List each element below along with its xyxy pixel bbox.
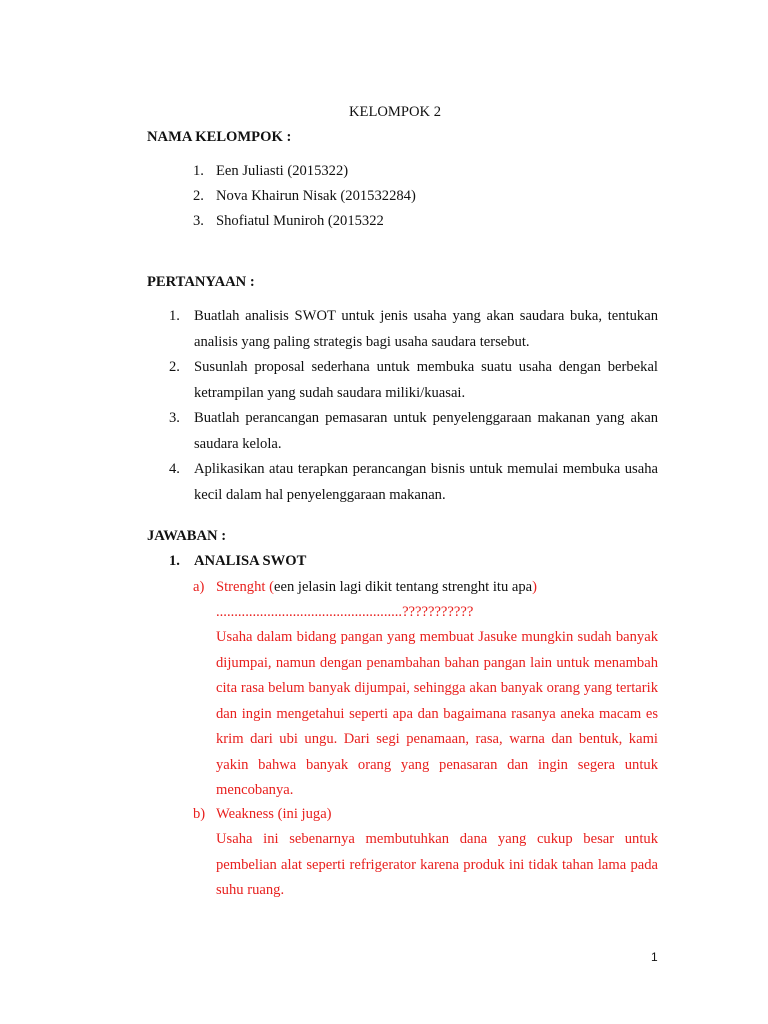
- strength-label-line: [216, 579, 537, 596]
- strength-dots: ...................................................???????????: [216, 604, 474, 620]
- question-number: 1.: [169, 308, 180, 324]
- strength-label: Strenght: [216, 579, 266, 595]
- question-text: Buatlah perancangan pemasaran untuk penyelenggaraan makanan yang akan saudara kelola.: [194, 410, 658, 452]
- question-text: Aplikasikan atau terapkan perancangan bisnis untuk memulai membuka usaha kecil dalam hal penyelenggaraan makanan.: [194, 461, 658, 503]
- page-number: 1: [651, 950, 658, 964]
- question-text: Buatlah analisis SWOT untuk jenis usaha yang akan saudara buka, tentukan analisis yang paling strategis bagi usaha saudara tersebut.: [194, 308, 658, 350]
- strength-body: Usaha dalam bidang pangan yang membuat Jasuke mungkin sudah banyak dijumpai, namun dengan penambahan bahan pangan lain untuk menambah cita rasa belum banyak dijumpai, sehingga akan banyak orang yang tertarik dan ingin mengetahui seperti apa dan bagaimana rasanya aneka macam es krim dari ubi ungu. Dari segi penamaan, rasa, warna dan bentuk, kami yakin bahwa banyak orang yang penasaran dan ingin segera untuk mencobanya.: [216, 629, 658, 798]
- question-text: Susunlah proposal sederhana untuk membuka suatu usaha dengan berbekal ketrampilan yang sudah saudara miliki/kuasai.: [194, 359, 658, 401]
- member-name: Een Juliasti (2015322): [216, 163, 349, 179]
- member-number: 1.: [193, 163, 204, 179]
- member-name: Nova Khairun Nisak (201532284): [216, 188, 416, 204]
- strength-close-paren: ): [532, 579, 538, 595]
- question-number: 4.: [169, 461, 180, 477]
- strength-open-paren: (: [269, 579, 274, 595]
- document-title: KELOMPOK 2: [349, 104, 442, 120]
- swot-heading: ANALISA SWOT: [194, 553, 307, 569]
- question-number: 2.: [169, 359, 180, 375]
- group-heading: NAMA KELOMPOK :: [147, 129, 292, 145]
- strength-letter: a): [193, 579, 205, 595]
- weakness-body: Usaha ini sebenarnya membutuhkan dana yang cukup besar untuk pembelian alat seperti refrigerator karena produk ini tidak tahan lama pada suhu ruang.: [216, 831, 658, 898]
- weakness-letter: b): [193, 806, 206, 822]
- member-number: 3.: [193, 213, 204, 229]
- questions-heading: PERTANYAAN :: [147, 274, 255, 290]
- swot-number: 1.: [169, 553, 180, 569]
- member-number: 2.: [193, 188, 204, 204]
- member-name: Shofiatul Muniroh (2015322: [216, 213, 384, 229]
- strength-note: een jelasin lagi dikit tentang strenght itu apa: [274, 579, 533, 595]
- weakness-label: Weakness (ini juga): [216, 806, 332, 822]
- answers-heading: JAWABAN :: [147, 528, 227, 544]
- question-number: 3.: [169, 410, 180, 426]
